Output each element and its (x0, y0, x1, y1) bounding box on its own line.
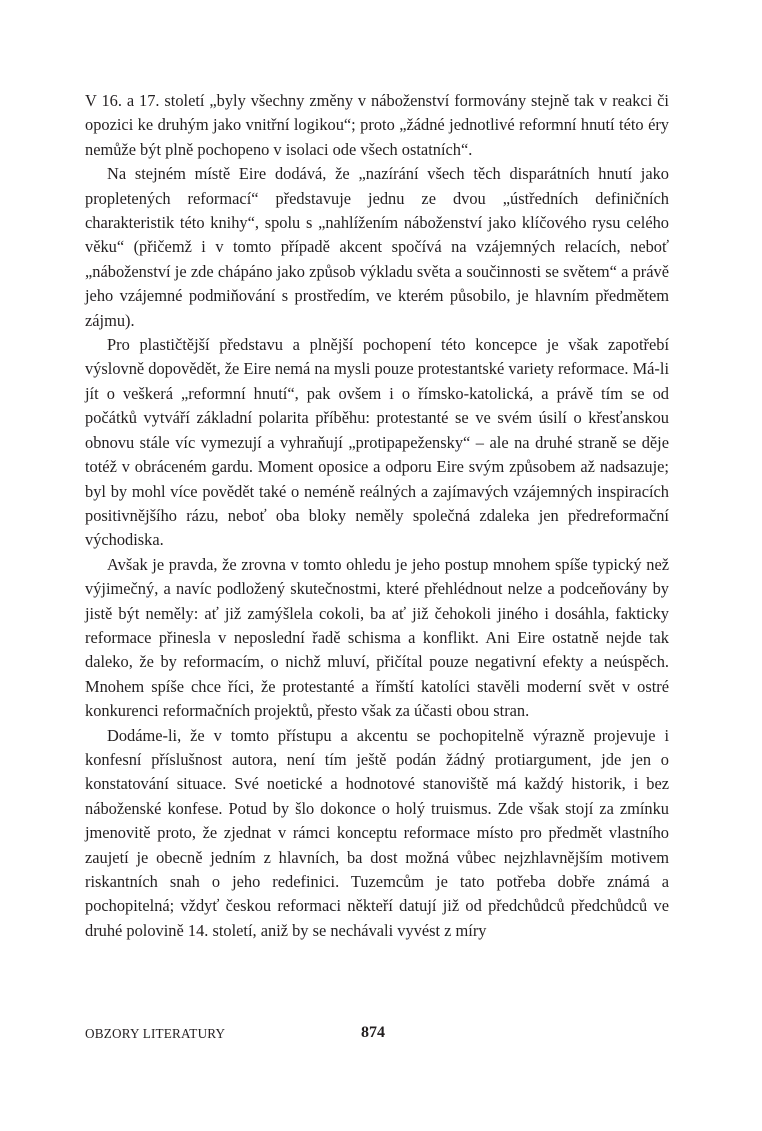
running-footer-journal: OBZORY LITERATURY (85, 1026, 226, 1041)
body-text (85, 89, 669, 943)
paragraph: Na stejném místě Eire dodává, že „nazírání všech těch disparátních hnutí jako propletených reformací“ představuje jednu ze dvou „ústředních definičních charakteristik této knihy“, spolu s „nahlížením náboženství jako klíčového rysu celého věku“ (přičemž i v tomto případě akcent spočívá na vzájemných relacích, neboť „náboženství je zde chápáno jako způsob výkladu světa a součinnosti se světem“ a právě jeho vzájemné podmiňování s prostředím, ve kterém působilo, je hlavním předmětem zájmu). (85, 164, 669, 330)
paragraph: Dodáme-li, že v tomto přístupu a akcentu se pochopitelně výrazně projevuje i konfesní příslušnost autora, není tím ještě podán žádný protiargument, jde jen o konstatování situace. Své noetické a hodnotové stanoviště má každý historik, i bez náboženské konfese. Potud by šlo dokonce o holý truismus. Zde však stojí za zmínku jmenovitě proto, že zjednat v rámci konceptu reformace místo pro předmět vlastního zaujetí je obecně jedním z hlavních, ba dost možná vůbec nejzhlavnějším motivem riskantních snah o jeho redefinici. Tuzemcům je tato potřeba dobře známá a pochopitelná; vždyť českou reformaci někteří datují již od předchůdců předchůdců ve druhé polovině 14. století, aniž by se nechávali vyvést z míry (85, 725, 669, 940)
page-number: 874 (361, 1024, 385, 1041)
paragraph: Avšak je pravda, že zrovna v tomto ohledu je jeho postup mnohem spíše typický než výjimečný, a navíc podložený skutečnostmi, které přehlédnout nelze a podceňovány by jistě být neměly: ať již zamýšlela cokoli, ba ať již čehokoli jiného i dosáhla, fakticky reformace přinesla v neposlední řadě schisma a konflikt. Ani Eire ostatně nejde tak daleko, že by reformacím, o nichž mluví, přičítal pouze negativní efekty a neúspěch. Mnohem spíše chce říci, že protestanté a římští katolíci stavěli moderní svět v ostré konkurenci reformačních projektů, přesto však za účasti obou stran. (85, 554, 669, 721)
paragraph: Pro plastičtější představu a plnější pochopení této koncepce je však zapotřebí výslovně dopovědět, že Eire nemá na mysli pouze protestantské variety reformace. Má-li jít o veškerá „reformní hnutí“, pak ovšem i o římsko-katolická, a právě tím se od počátků vytváří základní polarita příběhu: protestanté se ve svém úsilí o křesťanskou obnovu stále víc vymezují a vyhraňují „protipapežensky“ – ale na druhé straně se děje totéž v obráceném gardu. Moment oposice a odporu Eire svým způsobem až nadsazuje; byl by mohl více povědět také o neméně reálných a zajímavých vzájemných inspiracích positivnějšího rázu, neboť oba bloky neměly společná zdaleka jen předreformační východiska. (85, 335, 669, 550)
paragraph: V 16. a 17. století „byly všechny změny v náboženství formovány stejně tak v reakci či opozici ke druhým jako vnitřní logikou“; proto „žádné jednotlivé reformní hnutí této éry nemůže být plně pochopeno v isolaci ode všech ostatních“. (85, 91, 669, 159)
